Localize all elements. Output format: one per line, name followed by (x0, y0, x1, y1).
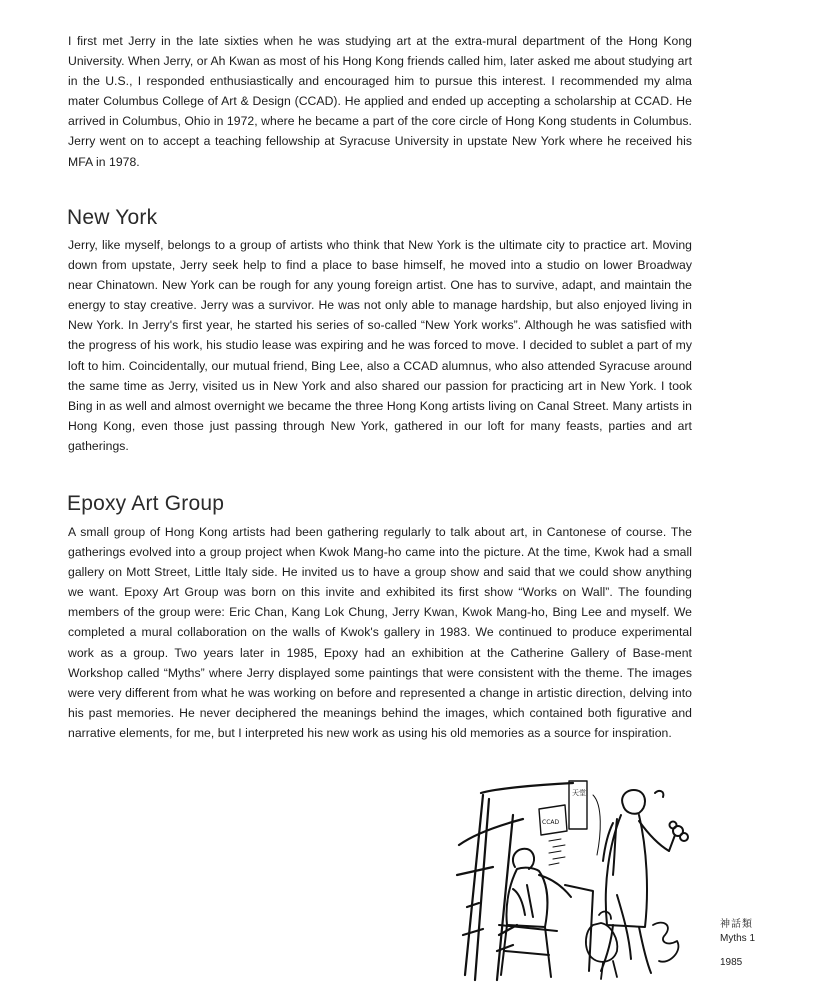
sketch-sign (539, 781, 587, 835)
caption-year: 1985 (720, 957, 743, 968)
paragraph-new-york: Jerry, like myself, belongs to a group of artists who think that New York is the ultimate city to practice art. Moving down from upstate, Jerry seek help to find a place to base himself, he moved into a studio on lower Broadway near Chinatown. New York can be rough for any young foreign artist. One has to survive, adapt, and maintain the energy to stay creative. Jerry was a survivor. He was not only able to manage hardship, but also enjoyed living in New York. In Jerry's first year, he started his series of so-called “New York works”. Although he was satisfied with the progress of his work, his studio lease was expiring and he was forced to move. I decided to sublet a part of my loft to him. Coincidentally, our mutual friend, Bing Lee, also a CCAD alumnus, who also attended Syracuse around the same time as Jerry, visited us in New York and also shared our passion for practicing art in New York. I took Bing in as well and almost overnight we became the three Hong Kong artists living on Canal Street. Many artists in Hong Kong, even those just passing through New York, gathered in our loft for many feasts, parties and art gatherings. (68, 238, 692, 453)
paragraph-intro: I first met Jerry in the late sixties when he was studying art at the extra-mural department of the Hong Kong University. When Jerry, or Ah Kwan as most of his Hong Kong friends called him, later asked me about studying art in the U.S., I responded enthusiastically and encouraged him to pursue this interest. I recommended my alma mater Columbus College of Art & Design (CCAD). He applied and ended up accepting a scholarship at CCAD. He arrived in Columbus, Ohio in 1972, where he became a part of the core circle of Hong Kong students in Columbus. Jerry went on to accept a teaching fellowship at Syracuse University in upstate New York where he received his MFA in 1978. (68, 34, 692, 169)
sign-chinese-text: 天堂 (572, 789, 586, 797)
sketch-signature (653, 923, 678, 962)
heading-new-york: New York (67, 206, 158, 229)
sketch-seated-figure (499, 849, 593, 977)
heading-epoxy-art-group: Epoxy Art Group (67, 492, 225, 515)
sign-ccad-text: CCAD (542, 819, 560, 826)
sketch-standing-figure (601, 790, 688, 973)
caption-chinese-title: 神話類 (720, 919, 753, 930)
sketch-wall (549, 795, 600, 865)
myths-ink-sketch (453, 775, 709, 985)
paragraph-epoxy-art-group: A small group of Hong Kong artists had been gathering regularly to talk about art, in Cantonese of course. The gatherings evolved into a group project when Kwok Mang-ho came into the picture. At the time, Kwok had a small gallery on Mott Street, Little Italy side. He invited us to have a group show and said that we could show anything we want. Epoxy Art Group was born on this invite and exhibited its first show “Works on Wall”. The founding members of the group were: Eric Chan, Kang Lok Chung, Jerry Kwan, Kwok Mang-ho, Bing Lee and myself. We completed a mural collaboration on the walls of Kwok's gallery in 1983. We continued to produce experimental work as a group. Two years later in 1985, Epoxy had an exhibition at the Catherine Gallery of Base-ment Workshop called “Myths” where Jerry displayed some paintings that were consistent with the theme. The images were very different from what he was working on before and represented a change in artistic direction, delving into his past memories. He never deciphered the meanings behind the images, which contained both figurative and narrative elements, for me, but I interpreted his new work as using his old memories as a source for inspiration. (68, 525, 692, 740)
caption-title: Myths 1 (720, 933, 756, 944)
